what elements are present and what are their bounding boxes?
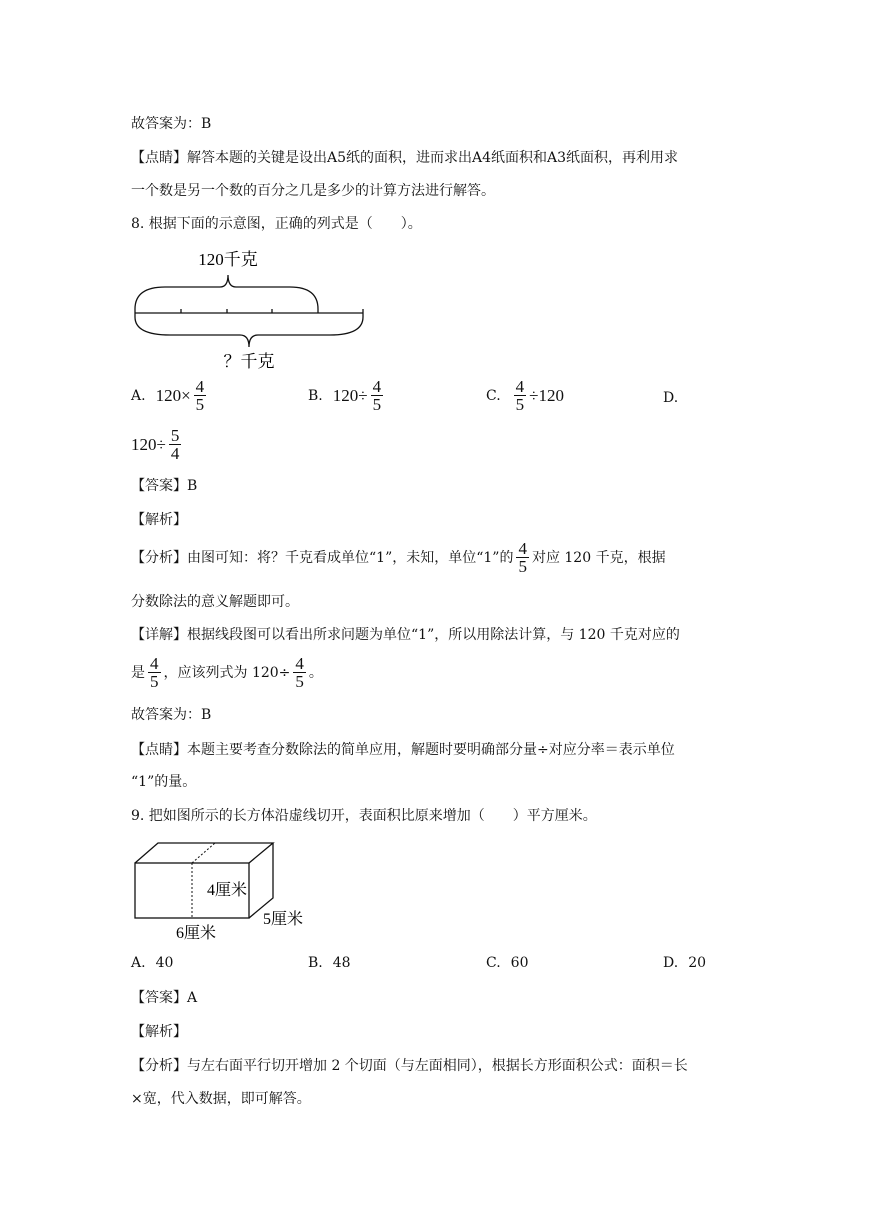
option-c-fraction: [514, 378, 527, 413]
q8-dianjing-2: “1”的量。: [131, 774, 197, 790]
option-a-int: 120: [155, 385, 182, 405]
answer-line: 故答案为：B: [131, 116, 212, 132]
tip-line-2: 一个数是另一个数的百分之几是多少的计算方法进行解答。: [131, 183, 495, 199]
q8-xiangjie-fraction-1: [148, 655, 161, 690]
option-d-operator: ÷: [156, 434, 166, 454]
q9-option-d-letter: D.: [663, 955, 679, 971]
option-a-operator: ×: [181, 385, 191, 405]
cuboid-top-face: [135, 843, 273, 863]
q8-fenxi-pre: 【分析】由图可知：将？千克看成单位“1”，未知，单位“1”的: [131, 549, 514, 566]
tip-line-1: 【点睛】解答本题的关键是设出A5纸的面积，进而求出A4纸面积和A3纸面积，再利用求: [131, 150, 679, 166]
length-label: 6厘米: [176, 925, 217, 942]
q9-option-a: [131, 955, 173, 971]
cut-line-top: [192, 843, 215, 863]
q9-option-b-letter: B.: [308, 955, 323, 971]
q8-xiangjie-numerator-1: 4: [150, 654, 159, 673]
q8-fenxi-fraction: [516, 540, 529, 575]
depth-label: 5厘米: [263, 911, 304, 928]
option-b-fraction: [371, 378, 384, 413]
option-a-letter: A.: [131, 387, 146, 404]
option-a-numerator: 4: [195, 377, 205, 396]
q8-fenxi-line-2: 分数除法的意义解题即可。: [131, 594, 299, 610]
option-d-int: 120: [131, 434, 157, 454]
option-a: [131, 378, 209, 413]
top-brace: [135, 275, 318, 309]
option-b-int: 120: [332, 385, 359, 405]
q9-jiexi: 【解析】: [131, 1024, 187, 1040]
question-9: 9. 把如图所示的长方体沿虚线切开，表面积比原来增加（ ）平方厘米。: [131, 808, 597, 824]
q8-xiangjie-pre: 是: [131, 664, 145, 681]
q9-fenxi-line-2: ×宽，代入数据，即可解答。: [131, 1091, 311, 1107]
q8-xiangjie-mid: ，应该列式为 120÷: [163, 664, 291, 681]
height-label: 4厘米: [207, 882, 248, 899]
q9-answer: 【答案】A: [131, 990, 198, 1006]
cuboid-side-face: [249, 843, 273, 918]
segment-diagram: [125, 245, 375, 375]
option-a-denominator: 5: [195, 395, 205, 414]
q8-xiangjie-post: 。: [308, 664, 323, 681]
option-b-denominator: 5: [372, 395, 382, 414]
q8-xiangjie-numerator-2: 4: [295, 654, 304, 673]
q9-option-a-value: 40: [155, 955, 174, 971]
option-b-operator: ÷: [358, 385, 368, 405]
q9-option-c-value: 60: [510, 955, 529, 971]
q8-xiangjie-line-1: 【详解】根据线段图可以看出所求问题为单位“1”，所以用除法计算，与 120 千克对应的: [131, 627, 680, 643]
q9-option-d-value: 20: [688, 955, 707, 971]
option-c: [486, 378, 564, 413]
q8-xiangjie-line-2: [131, 655, 323, 690]
option-d-letter: D.: [663, 390, 679, 406]
diagram-top-label: 120千克: [198, 250, 258, 269]
option-c-int: 120: [538, 385, 565, 405]
q8-fenxi-denominator: 5: [518, 557, 527, 576]
option-d: [131, 427, 184, 462]
diagram-bottom-label: ？千克: [223, 352, 275, 371]
q8-xiangjie-denominator-2: 5: [295, 672, 304, 691]
q8-xiangjie-fraction-2: [293, 655, 306, 690]
option-d-numerator: 5: [170, 426, 180, 445]
option-a-fraction: [194, 378, 207, 413]
option-c-operator: ÷: [529, 385, 539, 405]
question-8: 8. 根据下面的示意图，正确的列式是（ ）。: [131, 216, 422, 232]
q8-answer: 【答案】B: [131, 478, 198, 494]
option-c-letter: C.: [486, 387, 501, 404]
option-d-denominator: 4: [170, 444, 180, 463]
q9-option-b-value: 48: [332, 955, 351, 971]
q8-fenxi-post: 对应 120 千克，根据: [531, 549, 666, 566]
q9-option-d: [663, 955, 706, 971]
q9-option-c-letter: C.: [486, 955, 501, 971]
q8-dianjing-1: 【点睛】本题主要考查分数除法的简单应用，解题时要明确部分量÷对应分率＝表示单位: [131, 742, 675, 758]
bottom-brace: [135, 317, 363, 347]
option-b-letter: B.: [308, 387, 323, 404]
q8-jiexi: 【解析】: [131, 512, 187, 528]
option-d-fraction: [169, 427, 182, 462]
q9-fenxi-line-1: 【分析】与左右面平行切开增加 2 个切面（与左面相同），根据长方形面积公式：面积＝长: [131, 1058, 688, 1074]
q8-final-answer: 故答案为：B: [131, 707, 212, 723]
q8-xiangjie-denominator-1: 5: [150, 672, 159, 691]
option-b-numerator: 4: [372, 377, 382, 396]
option-c-denominator: 5: [515, 395, 525, 414]
q9-option-b: [308, 955, 351, 971]
option-b: [308, 378, 386, 413]
q9-option-c: [486, 955, 529, 971]
option-c-numerator: 4: [515, 377, 525, 396]
q8-fenxi-numerator: 4: [518, 539, 527, 558]
cuboid-diagram: [128, 838, 318, 948]
q9-option-a-letter: A.: [131, 955, 146, 971]
option-d-letter-wrap: [663, 390, 688, 406]
q8-fenxi-line-1: [131, 540, 666, 575]
